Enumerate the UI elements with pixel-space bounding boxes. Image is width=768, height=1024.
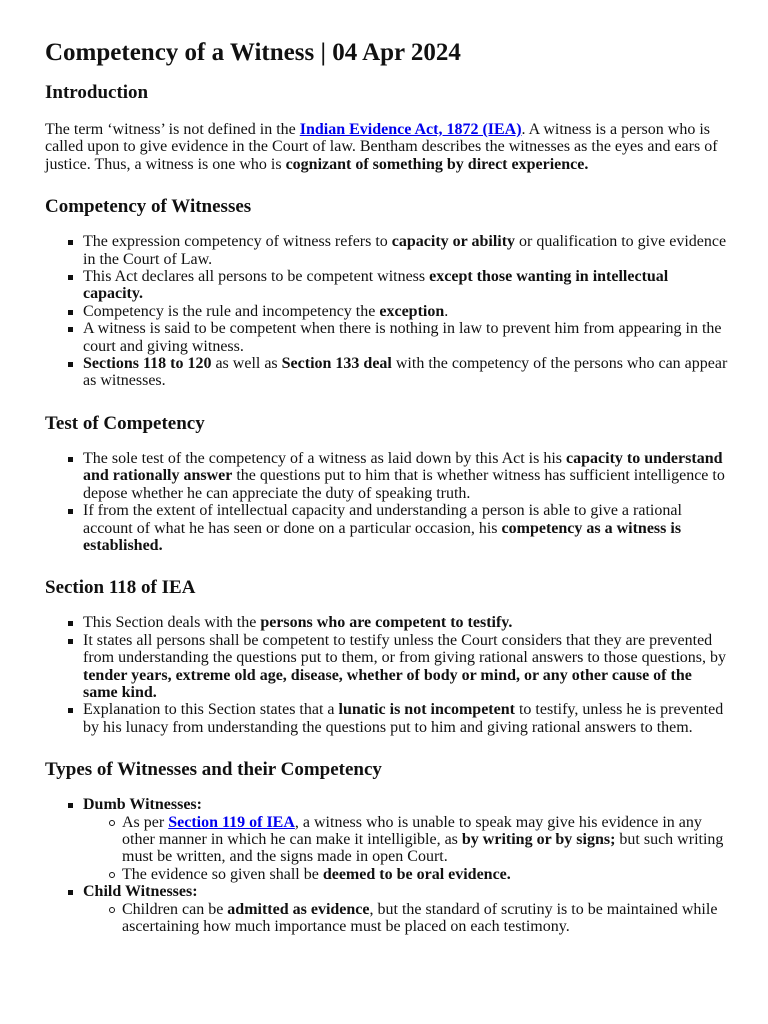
bold-text: Dumb Witnesses: bbox=[83, 796, 202, 814]
bold-text: Child Witnesses: bbox=[83, 883, 198, 901]
list-item bbox=[83, 701, 728, 736]
bold-text: except those wanting in intellectual capacity. bbox=[83, 268, 669, 303]
section-heading: Test of Competency bbox=[45, 412, 205, 434]
text-segment: . A witness is a person who is called upon to give evidence in the Court of law. Bentham describes the witnesses as the eyes and ears of justice. Thus, a witness is one who is bbox=[45, 121, 718, 173]
bold-text: admitted as evidence bbox=[227, 900, 370, 918]
bullet-list bbox=[45, 796, 728, 935]
bold-text: exception bbox=[379, 302, 445, 320]
text-segment: , but the standard of scrutiny is to be maintained while ascertaining how much importance must be placed on each testimony. bbox=[122, 900, 718, 935]
text-segment: This Section deals with the bbox=[83, 614, 261, 632]
text-segment: A witness is said to be competent when there is nothing in law to prevent him from appearing in the court and giving witness. bbox=[83, 320, 722, 355]
sub-list bbox=[83, 901, 728, 936]
bullet-list bbox=[45, 233, 728, 390]
bold-text: capacity to understand and rationally answer bbox=[83, 449, 723, 485]
text-segment: but such writing must be written, and the signs made in open Court. bbox=[122, 830, 724, 866]
evidence-act-link[interactable]: Indian Evidence Act, 1872 (IEA) bbox=[299, 121, 522, 138]
text-segment: Children can be bbox=[122, 900, 228, 918]
list-item bbox=[83, 303, 728, 320]
text-segment: Explanation to this Section states that a bbox=[83, 701, 339, 719]
sub-list bbox=[83, 814, 728, 884]
text-segment: This Act declares all persons to be competent witness bbox=[83, 268, 430, 286]
sections bbox=[45, 195, 728, 935]
text-segment: If from the extent of intellectual capacity and understanding a person is able to give a rational account of what he has seen or done on a particular occasion, his bbox=[83, 502, 682, 537]
list-item bbox=[83, 632, 728, 702]
bullet-list bbox=[45, 450, 728, 554]
text-segment: The term ‘witness’ is not defined in the bbox=[45, 121, 300, 138]
text-segment: , a witness who is unable to speak may give his evidence in any other manner in which he can make it intelligible, as bbox=[122, 813, 702, 848]
text-segment: The sole test of the competency of a witness as laid down by this Act is his bbox=[83, 449, 567, 467]
section-heading: Types of Witnesses and their Competency bbox=[45, 759, 382, 781]
text-segment: Competency is the rule and incompetency the bbox=[83, 302, 380, 320]
text-segment: or qualification to give evidence in the Court of Law. bbox=[83, 233, 727, 268]
text-segment: As per bbox=[122, 813, 169, 831]
section-119-link[interactable]: Section 119 of IEA bbox=[168, 813, 295, 831]
list-item bbox=[83, 614, 728, 631]
list-item bbox=[83, 796, 728, 883]
list-item bbox=[83, 320, 728, 355]
bullet-list bbox=[45, 614, 728, 736]
bold-text: tender years, extreme old age, disease, whether of body or mind, or any other cause of the same kind. bbox=[83, 666, 692, 701]
list-item bbox=[83, 883, 728, 935]
introduction-paragraph bbox=[45, 121, 728, 173]
bold-text: Sections 118 to 120 bbox=[83, 355, 212, 373]
list-item bbox=[83, 355, 728, 390]
sub-list-item bbox=[122, 814, 728, 866]
text-segment: with the competency of the persons who can appear as witnesses. bbox=[83, 355, 728, 390]
bold-text: capacity or ability bbox=[391, 233, 516, 251]
introduction-heading: Introduction bbox=[45, 82, 149, 103]
text-segment: as well as bbox=[211, 355, 282, 373]
text-segment: . bbox=[444, 302, 449, 320]
list-item bbox=[83, 502, 728, 554]
bold-text: deemed to be oral evidence. bbox=[322, 865, 511, 883]
bold-text: lunatic is not incompetent bbox=[338, 701, 515, 719]
bold-text: competency as a witness is established. bbox=[83, 519, 682, 554]
sub-list-item bbox=[122, 866, 728, 883]
text-segment: The expression competency of witness refers to bbox=[83, 233, 392, 251]
section-heading: Section 118 of IEA bbox=[45, 577, 196, 599]
bold-text: by writing or by signs; bbox=[461, 830, 616, 848]
bold-text: Section 133 deal bbox=[281, 355, 392, 373]
bold-text: cognizant of something by direct experience. bbox=[285, 155, 589, 173]
section-heading: Competency of Witnesses bbox=[45, 196, 252, 218]
text-segment: to testify, unless he is prevented by his lunacy from understanding the questions put to him and giving rational answers to them. bbox=[83, 701, 724, 736]
page-title: Competency of a Witness | 04 Apr 2024 bbox=[45, 39, 461, 66]
list-item bbox=[83, 268, 728, 303]
bold-text: persons who are competent to testify. bbox=[260, 614, 513, 632]
text-segment: the questions put to him that is whether witness has sufficient intelligence to depose whether he can appreciate the duty of speaking truth. bbox=[83, 467, 725, 502]
sub-list-item bbox=[122, 901, 728, 936]
list-item bbox=[83, 233, 728, 268]
list-item bbox=[83, 450, 728, 502]
text-segment: The evidence so given shall be bbox=[122, 865, 323, 883]
text-segment: It states all persons shall be competent to testify unless the Court considers that they are prevented from understanding the questions put to them, or from giving rational answers to those questions, by bbox=[83, 631, 727, 667]
